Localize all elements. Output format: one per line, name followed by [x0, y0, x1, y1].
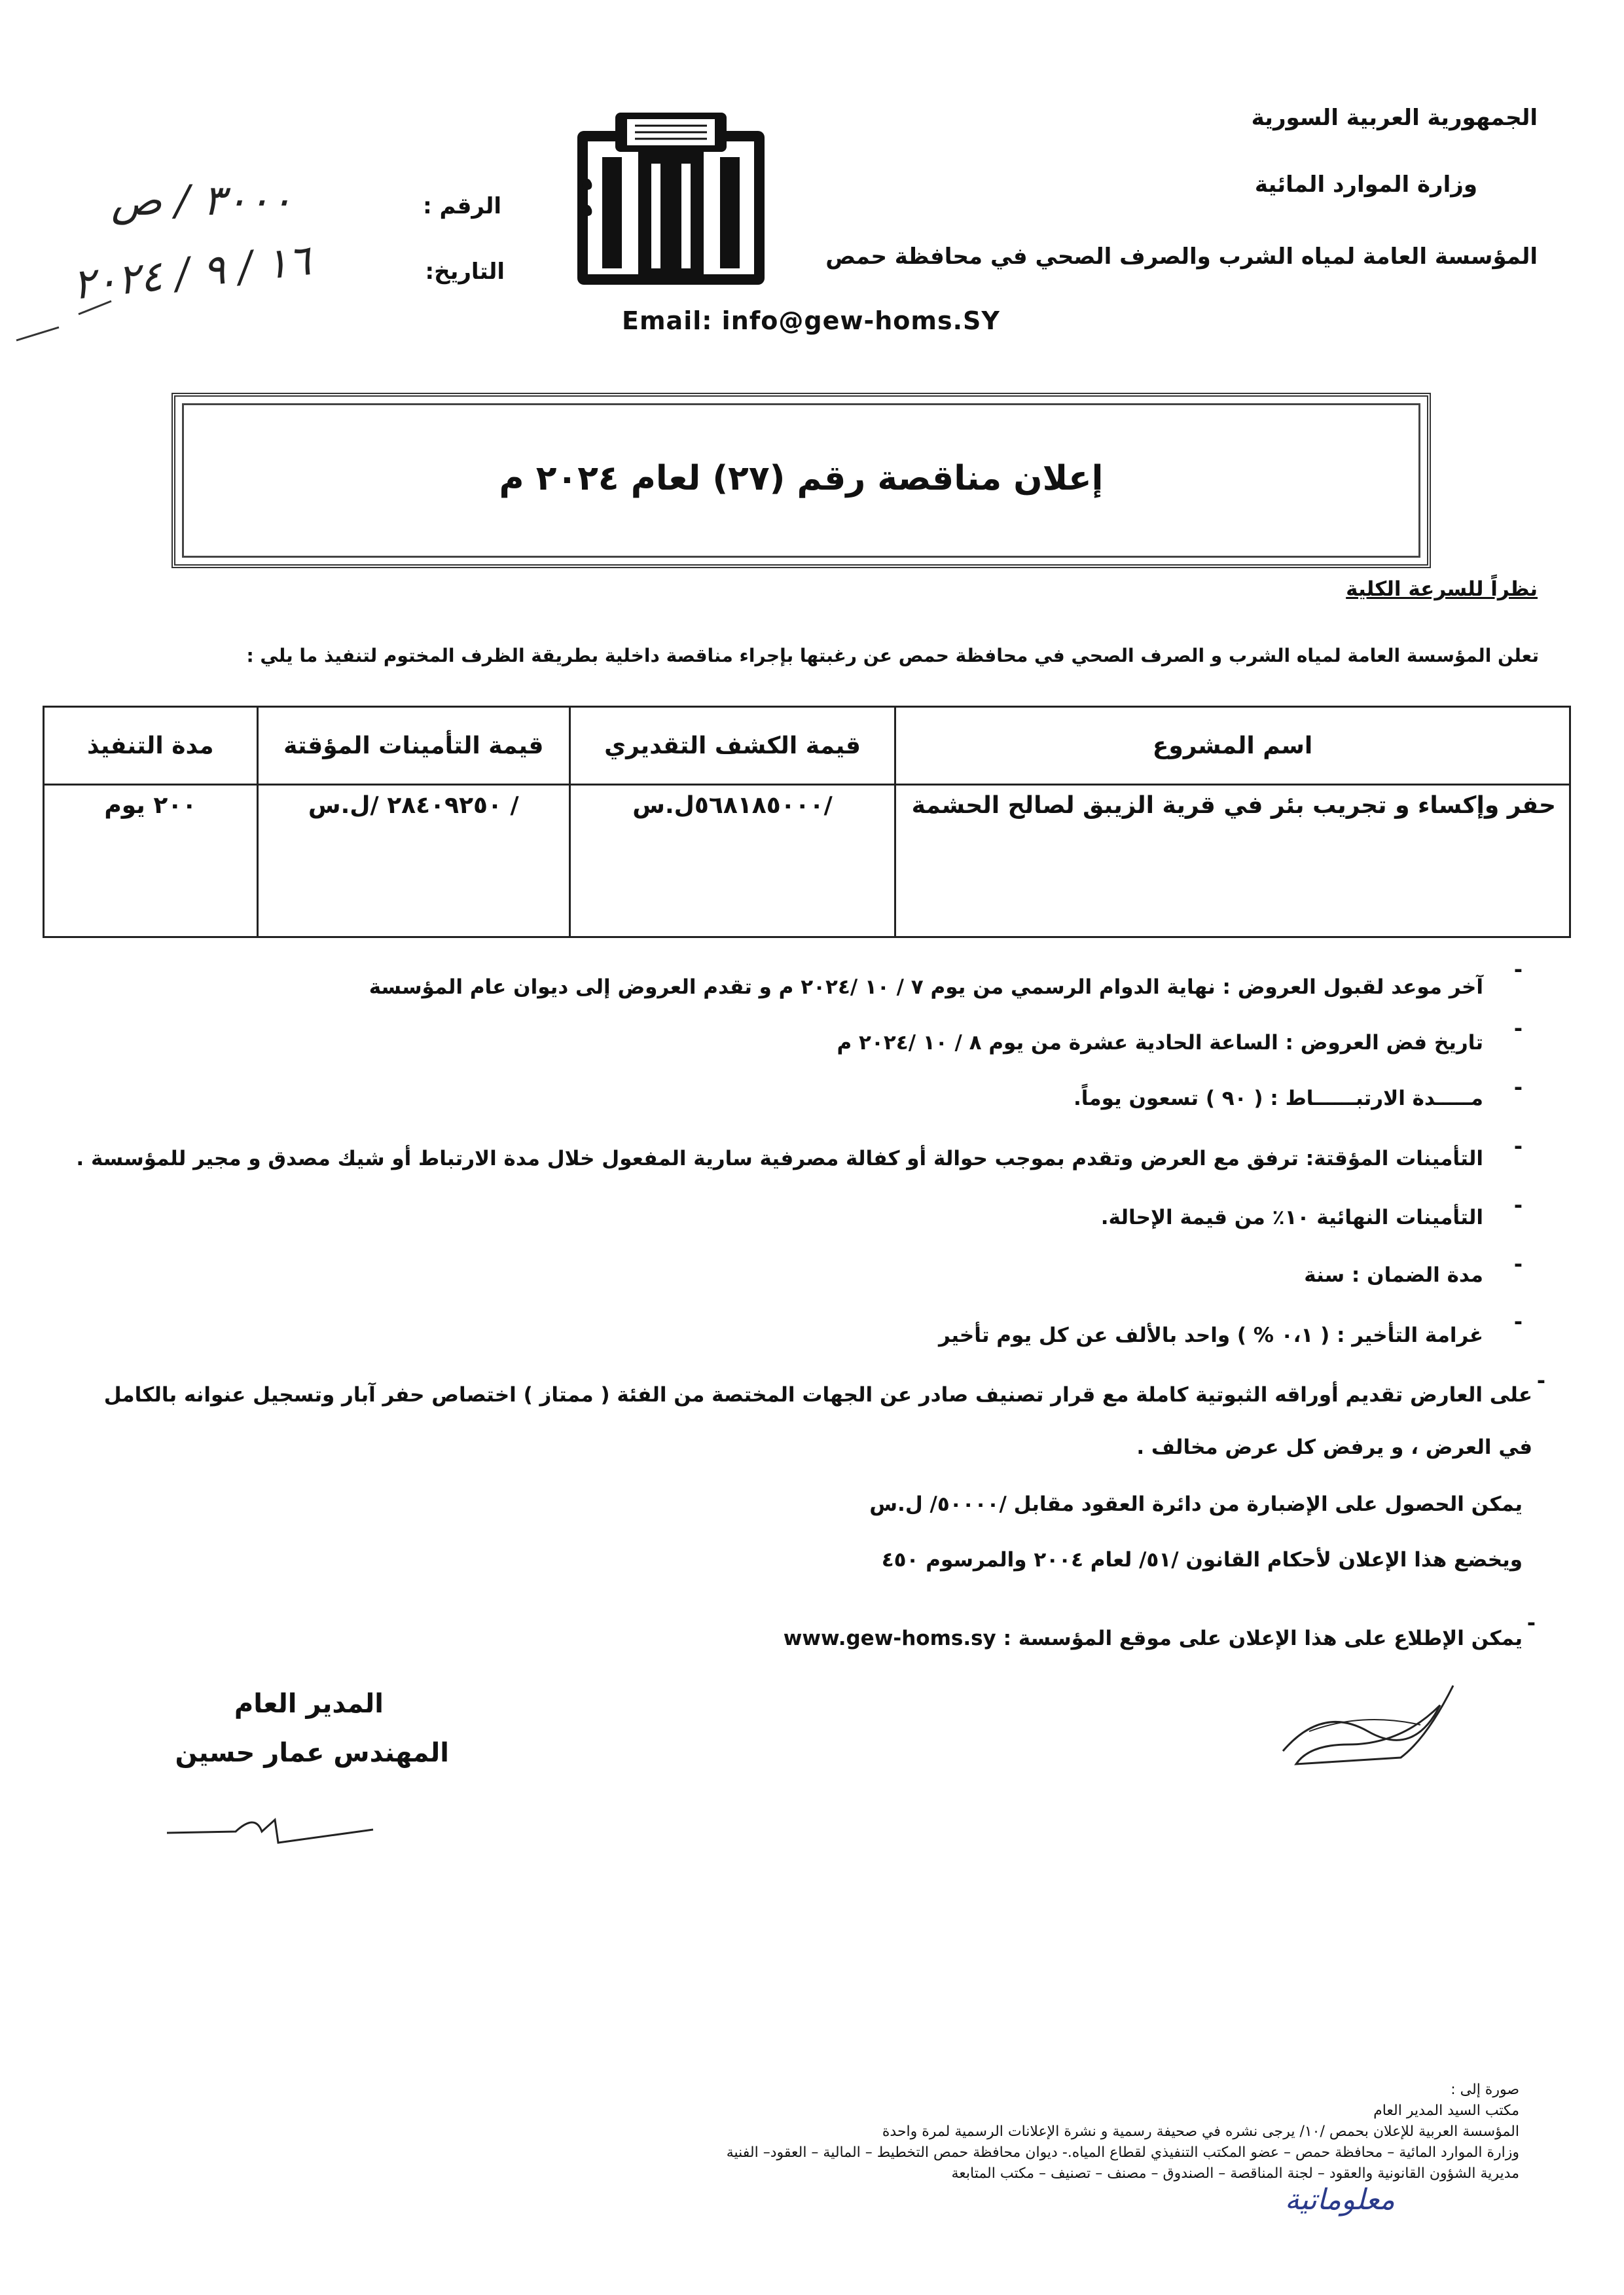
bullet-dash: -: [1513, 1193, 1523, 1218]
bullet-dash: -: [1513, 957, 1523, 982]
cell-project-name: حفر وإكساء و تجريب بئر في قرية الزيبق لصالح الحشمة: [895, 785, 1570, 937]
handwritten-stroke: [13, 288, 118, 347]
bullet-dash: -: [1513, 1252, 1523, 1276]
bullet-dash: -: [1513, 1309, 1523, 1334]
date-label: التاريخ:: [425, 259, 505, 285]
item-opening-date: تاريخ فض العروض : الساعة الحادية عشرة من يوم ٨ / ١٠ /٢٠٢٤ م: [837, 1031, 1483, 1055]
item-commitment-period: مـــــدة الارتبــــــاط : ( ٩٠ ) تسعون يوماً.: [1073, 1087, 1483, 1110]
cell-deposit: / ٢٨٤٠٩٢٥٠ /ل.س: [257, 785, 569, 937]
footer-handwritten-note: معلوماتية: [1284, 2183, 1395, 2216]
ministry-name: وزارة الموارد المائية: [1254, 172, 1477, 198]
condition-law: ويخضع هذا الإعلان لأحكام القانون /٥١/ لعام ٢٠٠٤ والمرسوم ٤٥٠: [881, 1548, 1523, 1572]
header-deposit: قيمة التأمينات المؤقتة: [257, 707, 569, 785]
condition-classification: على العارض تقديم أوراقه الثبوتية كاملة مع قرار تصنيف صادر عن الجهات المختصة من الفئة ( ممتاز ) اختصاص حفر آبار وتسجيل عنوانه بالكامل: [103, 1383, 1532, 1407]
header-duration: مدة التنفيذ: [44, 707, 258, 785]
table-row: [44, 785, 1570, 937]
footer-copy-to: صورة إلى :: [1451, 2082, 1519, 2098]
handwritten-number: ٣٠٠٠ / ص: [111, 177, 293, 225]
item-temporary-deposit: التأمينات المؤقتة: ترفق مع العرض وتقدم بموجب حوالة أو كفالة مصرفية سارية المفعول خلال مدة الارتباط أو شيك مصدق و مجير للمؤسسة .: [76, 1147, 1483, 1170]
item-guarantee-period: مدة الضمان : سنة: [1304, 1263, 1483, 1287]
item-delay-penalty: غرامة التأخير : ( ٠،١ % ) واحد بالألف عن كل يوم تأخير: [938, 1324, 1483, 1347]
intro-text: تعلن المؤسسة العامة لمياه الشرب و الصرف الصحي في محافظة حمص عن رغبتها بإجراء مناقصة داخلية بطريقة الظرف المختوم لتنفيذ ما يلي :: [246, 645, 1539, 666]
footer-line-2: المؤسسة العربية للإعلان بحمص /١٠/ يرجى نشره في صحيفة رسمية و نشرة الإعلانات الرسمية لمرة واحدة: [882, 2123, 1519, 2140]
signature-name: المهندس عمار حسين: [175, 1738, 449, 1768]
bullet-dash: -: [1513, 1134, 1523, 1159]
bullet-dash: -: [1526, 1610, 1536, 1635]
country-name: الجمهورية العربية السورية: [1251, 105, 1538, 131]
handwritten-date: ١٦ / ٩ / ٢٠٢٤: [70, 236, 313, 310]
footer-line-4: مديرية الشؤون القانونية والعقود – لجنة المناقصة – الصندوق – مصنف – تصنيف – مكتب المتابعة: [951, 2165, 1519, 2182]
urgency-note: نظراً للسرعة الكلية: [1346, 577, 1538, 601]
email-address: Email: info@gew-homs.SY: [622, 306, 1000, 335]
title-box: [171, 393, 1431, 568]
footer-line-1: مكتب السيد المدير العام: [1373, 2103, 1519, 2119]
signature-mark-left: [164, 1794, 380, 1852]
header-estimate: قيمة الكشف التقديري: [570, 707, 895, 785]
number-label: الرقم :: [423, 193, 501, 219]
condition-address: في العرض ، و يرفض كل عرض مخالف .: [1136, 1436, 1532, 1459]
bullet-dash: -: [1513, 1016, 1523, 1041]
footer-line-3: وزارة الموارد المائية – محافظة حمص – عضو المكتب التنفيذي لقطاع المياه.- ديوان محافظة حمص التخطيط – المالية – العقود– الفنية: [726, 2144, 1519, 2161]
establishment-logo: [576, 111, 766, 288]
table-header-row: [44, 707, 1570, 785]
item-deadline: آخر موعد لقبول العروض : نهاية الدوام الرسمي من يوم ٧ / ١٠ /٢٠٢٤ م و تقدم العروض إلى ديوان عام المؤسسة: [369, 975, 1483, 999]
establishment-name: المؤسسة العامة لمياه الشرب والصرف الصحي في محافظة حمص: [825, 244, 1538, 270]
condition-website: يمكن الإطلاع على هذا الإعلان على موقع المؤسسة : www.gew-homs.sy: [783, 1627, 1523, 1650]
announcement-title: إعلان مناقصة رقم (٢٧) لعام ٢٠٢٤ م: [499, 459, 1104, 498]
condition-file: يمكن الحصول على الإضبارة من دائرة العقود مقابل /٥٠٠٠٠/ ل.س: [869, 1492, 1523, 1516]
cell-duration: ٢٠٠ يوم: [44, 785, 258, 937]
header-project-name: اسم المشروع: [895, 707, 1570, 785]
item-final-deposit: التأمينات النهائية ١٠٪ من قيمة الإحالة.: [1100, 1206, 1483, 1229]
cell-estimate: /٥٦٨١٨٥٠٠٠ل.س: [570, 785, 895, 937]
signature-role: المدير العام: [234, 1689, 384, 1719]
project-table: [43, 706, 1571, 938]
bullet-dash: -: [1536, 1368, 1545, 1393]
bullet-dash: -: [1513, 1075, 1523, 1100]
signature-mark-right: [1270, 1666, 1466, 1784]
